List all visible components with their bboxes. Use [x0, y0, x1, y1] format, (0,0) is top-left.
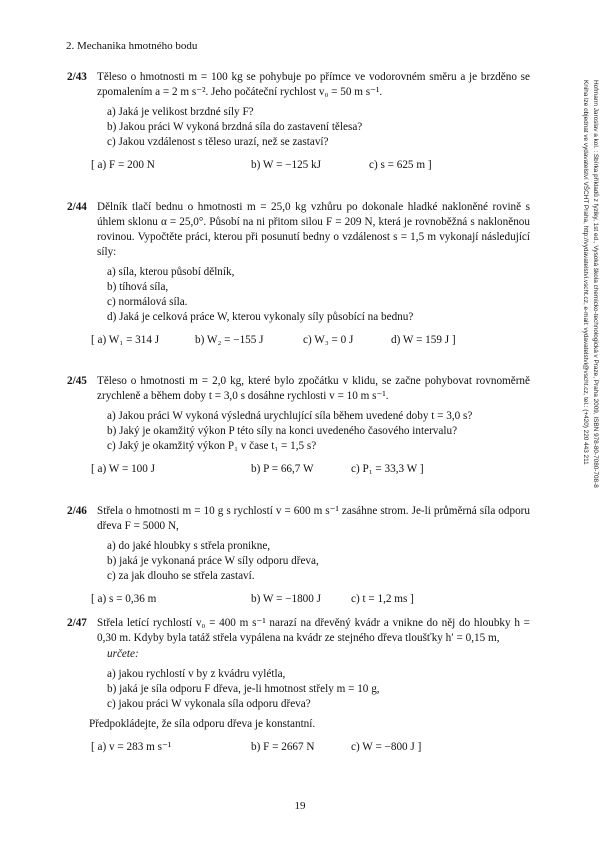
problem-number: 2/47: [67, 617, 87, 629]
answer-a: [ a) s = 0,36 m: [91, 593, 157, 605]
answers: [73, 158, 530, 173]
problem-2-47: [67, 616, 530, 755]
problem-text: Střela o hmotnosti m = 10 g s rychlostí v = 600 m s⁻¹ zasáhne strom. Je-li průměrná síla odporu dřeva F = 5000 N,: [97, 505, 530, 532]
problem-2-46: [67, 504, 530, 607]
answers: [73, 592, 530, 607]
answer-a: [ a) W = 100 J: [91, 463, 155, 475]
task-a: a) do jaké hloubky s střela pronikne,: [107, 540, 271, 552]
problem-number: 2/45: [67, 375, 87, 387]
problem-text: Dělník tlačí bednu o hmotnosti m = 25,0 kg vzhůru po dokonale hladké nakloněné rovině s úhlem sklonu α = 25,0°. Působí na ni přitom silou F = 209 N, která je rovnoběžná s nakloněnou rovinou. Vypočtěte práci, kterou při posunutí bedny o vzdálenost s = 1,5 m vykonají následující síly:: [97, 201, 530, 258]
problem-number: 2/43: [67, 71, 87, 83]
answer-b: b) F = 2667 N: [251, 741, 315, 753]
task-a: a) Jaká je velikost brzdné síly F?: [107, 106, 254, 118]
problem-number: 2/46: [67, 505, 87, 517]
answer-a: [ a) W₁ = 314 J: [91, 334, 160, 346]
problem-2-44: [67, 200, 530, 348]
task-b: b) tíhová síla,: [107, 281, 169, 293]
problem-text: Těleso o hmotnosti m = 100 kg se pohybuje po přímce ve vodorovném směru a je brzděno se zpomalením a = 2 m s⁻². Jeho počáteční rychlost v₀ = 50 m s⁻¹.: [97, 71, 530, 98]
problem-note: určete:: [107, 648, 139, 660]
answer-a: [ a) v = 283 m s⁻¹: [91, 741, 172, 753]
answer-c: c) W = −800 J ]: [351, 741, 422, 753]
problem-number: 2/44: [67, 201, 87, 213]
task-b: b) Jaký je okamžitý výkon P této síly na konci uvedeného časového intervalu?: [107, 425, 458, 437]
task-c: c) Jakou vzdálenost s těleso urazí, než se zastaví?: [107, 136, 329, 148]
task-c: c) Jaký je okamžitý výkon P₁ v čase t₁ = 1,5 s?: [107, 440, 317, 452]
problem-text: Střela letící rychlostí v₀ = 400 m s⁻¹ narazí na dřevěný kvádr a vnikne do něj do hloubky h = 0,30 m. Kdyby byla tatáž střela vypálena na kvádr ze stejného dřeva tloušťky h′ = 0,15 m,: [97, 617, 530, 644]
side-publication-note: [572, 80, 600, 600]
task-a: a) Jakou práci W vykoná výsledná urychlující síla během uvedené doby t = 3,0 s?: [107, 410, 473, 422]
task-a: a) jakou rychlostí v by z kvádru vylétla,: [107, 668, 286, 680]
task-c: c) normálová síla.: [107, 296, 188, 308]
answer-c: c) t = 1,2 ms ]: [351, 593, 414, 605]
answer-c: c) P₁ = 33,3 W ]: [351, 463, 424, 475]
answers: [73, 333, 530, 348]
problem-2-45: [67, 374, 530, 477]
answer-a: [ a) F = 200 N: [91, 159, 155, 171]
answers: [73, 740, 530, 755]
answer-c: c) s = 625 m ]: [369, 159, 432, 171]
running-header: 2. Mechanika hmotného bodu: [66, 40, 198, 52]
answer-b: b) P = 66,7 W: [251, 463, 314, 475]
task-b: b) jaká je síla odporu F dřeva, je-li hmotnost střely m = 10 g,: [107, 683, 380, 695]
problem-assumption: Předpokládejte, že síla odporu dřeva je konstantní.: [89, 718, 316, 730]
problem-text: Těleso o hmotnosti m = 2,0 kg, které bylo zpočátku v klidu, se začne pohybovat rovnoměrně zrychleně a během doby t = 3,0 s dosáhne rychlosti v = 10 m s⁻¹.: [97, 375, 530, 402]
task-d: d) Jaká je celková práce W, kterou vykonaly síly působící na bednu?: [107, 311, 414, 323]
side-note-line-1: Hofmann Jaroslav a kol. : Sbírka příkladů z fyziky, 1st ed., Vysoká škola chemicko-technologická v Praze, Praha 2009, ISBN 978-80-7080-708-8: [592, 80, 599, 488]
task-c: c) za jak dlouho se střela zastaví.: [107, 570, 255, 582]
task-b: b) jaká je vykonaná práce W síly odporu dřeva,: [107, 555, 319, 567]
problem-2-43: [67, 70, 530, 173]
task-c: c) jakou práci W vykonala síla odporu dřeva?: [107, 698, 311, 710]
side-note-line-2: Kniha lze objednat ve vydavatelství VŠCHT Praha, http://vydavatelstvi.vscht.cz, e-mail: vydavatelstvi@vscht.cz, tel.: (+420) 220 443 211: [582, 80, 589, 465]
answer-b: b) W₂ = −155 J: [195, 334, 264, 346]
answer-c: c) W₃ = 0 J: [303, 334, 354, 346]
task-a: a) síla, kterou působí dělník,: [107, 266, 235, 278]
answer-b: b) W = −1800 J: [251, 593, 322, 605]
answer-d: d) W = 159 J ]: [391, 334, 456, 346]
page-number: 19: [294, 800, 306, 812]
answer-b: b) W = −125 kJ: [251, 159, 322, 171]
answers: [73, 462, 530, 477]
task-b: b) Jakou práci W vykoná brzdná síla do zastavení tělesa?: [107, 121, 363, 133]
